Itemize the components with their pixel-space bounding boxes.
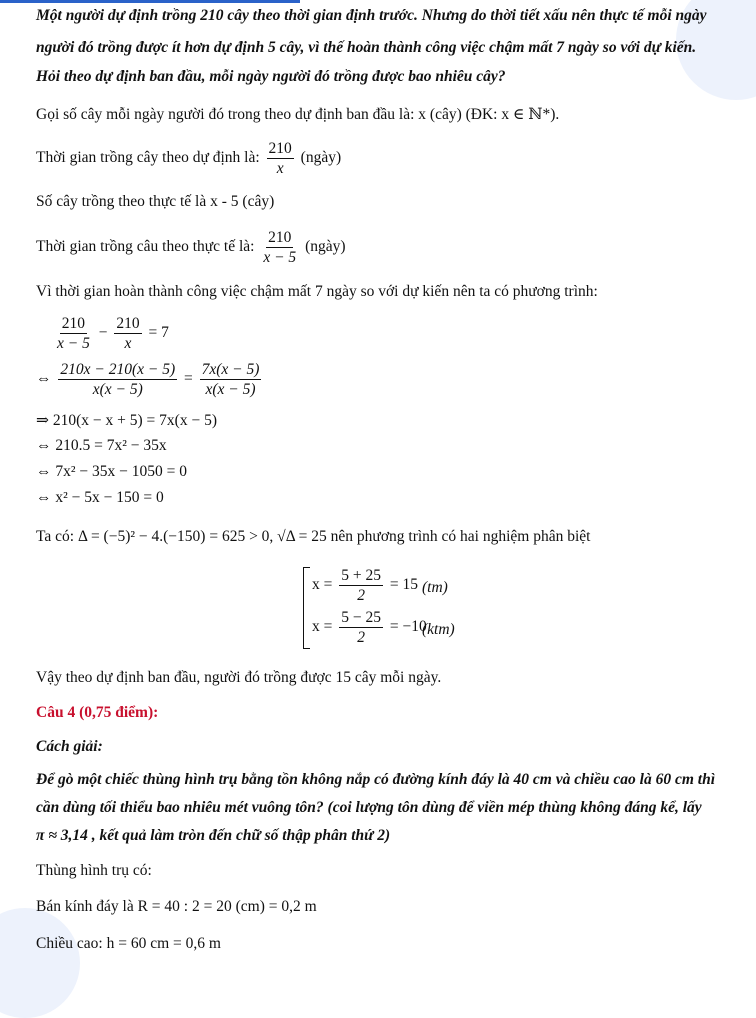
problem-4-question: cần dùng tối thiểu bao nhiêu mét vuông tôn? (coi lượng tôn dùng để viền mép thùng không đáng kể, lấy xyxy=(36,799,702,816)
solution-2-tag: (ktm) xyxy=(422,621,455,638)
watermark-logo xyxy=(0,908,80,1018)
discriminant: Ta có: Δ = (−5)² − 4.(−150) = 625 > 0, √Δ = 25 nên phương trình có hai nghiệm phân biệt xyxy=(36,528,591,545)
equation-2: ⇔ $\frac{210x - 210(x - 5)}{x(x - 5)}$ = $\frac{7x(x - 5)}{x(x - 5)}$ xyxy=(36,361,260,399)
solution-2: x = $\frac{5 - 25}{2}$ = −10 xyxy=(312,609,427,647)
equation-3: ⇒ 210(x − x + 5) = 7x(x − 5) xyxy=(36,412,217,429)
let-statement: Gọi số cây mỗi ngày người đó trong theo dự định ban đầu là: x (cây) (ĐK: x ∈ ℕ*). xyxy=(36,106,560,123)
actual-time: Thời gian trồng câu theo thực tế là: $\frac{210}{x - 5}$ (ngày) xyxy=(36,229,346,267)
height-line: Chiều cao: h = 60 cm = 0,6 m xyxy=(36,935,221,952)
equation-1: $\frac{210}{x - 5}$ − $\frac{210}{x}$ = 7 xyxy=(57,315,169,353)
equation-4: ⇔ 210.5 = 7x² − 35x xyxy=(36,437,167,454)
problem-4-question: Để gò một chiếc thùng hình trụ bằng tồn không nắp có đường kính đáy là 40 cm và chiều cao là 60 cm thì xyxy=(36,771,716,788)
conclusion: Vậy theo dự định ban đầu, người đó trồng được 15 cây mỗi ngày. xyxy=(36,669,442,686)
actual-trees: Số cây trồng theo thực tế là x - 5 (cây) xyxy=(36,193,275,210)
problem-3-question: người đó trồng được ít hơn dự định 5 cây, vì thế hoàn thành công việc chậm mất 7 ngày so với dự kiến. xyxy=(36,39,697,56)
method-label: Cách giải: xyxy=(36,738,103,755)
problem-3-question: Một người dự định trồng 210 cây theo thời gian định trước. Nhưng do thời tiết xấu nên thực tế mỗi ngày xyxy=(36,7,707,24)
top-accent-bar xyxy=(0,0,300,3)
equation-5: ⇔ 7x² − 35x − 1050 = 0 xyxy=(36,463,187,480)
solution-1-tag: (tm) xyxy=(422,579,448,596)
solution-system xyxy=(303,567,464,649)
fraction: $\frac{210}{x - 5}$ xyxy=(263,229,297,267)
equation-intro: Vì thời gian hoàn thành công việc chậm mất 7 ngày so với dự kiến nên ta có phương trình: xyxy=(36,283,598,300)
equation-6: ⇔ x² − 5x − 150 = 0 xyxy=(36,489,164,506)
solution-1: x = $\frac{5 + 25}{2}$ = 15 xyxy=(312,567,418,605)
planned-time: Thời gian trồng cây theo dự định là: $\frac{210}{x}$ (ngày) xyxy=(36,140,342,178)
problem-4-question: π ≈ 3,14 , kết quả làm tròn đến chữ số thập phân thứ 2) xyxy=(36,827,391,844)
problem-3-question: Hỏi theo dự định ban đầu, mỗi ngày người đó trồng được bao nhiêu cây? xyxy=(36,68,506,85)
cylinder-intro: Thùng hình trụ có: xyxy=(36,862,152,879)
fraction: $\frac{210}{x}$ xyxy=(268,140,292,178)
radius-line: Bán kính đáy là R = 40 : 2 = 20 (cm) = 0,2 m xyxy=(36,898,317,915)
problem-4-heading: Câu 4 (0,75 điểm): xyxy=(36,704,159,721)
